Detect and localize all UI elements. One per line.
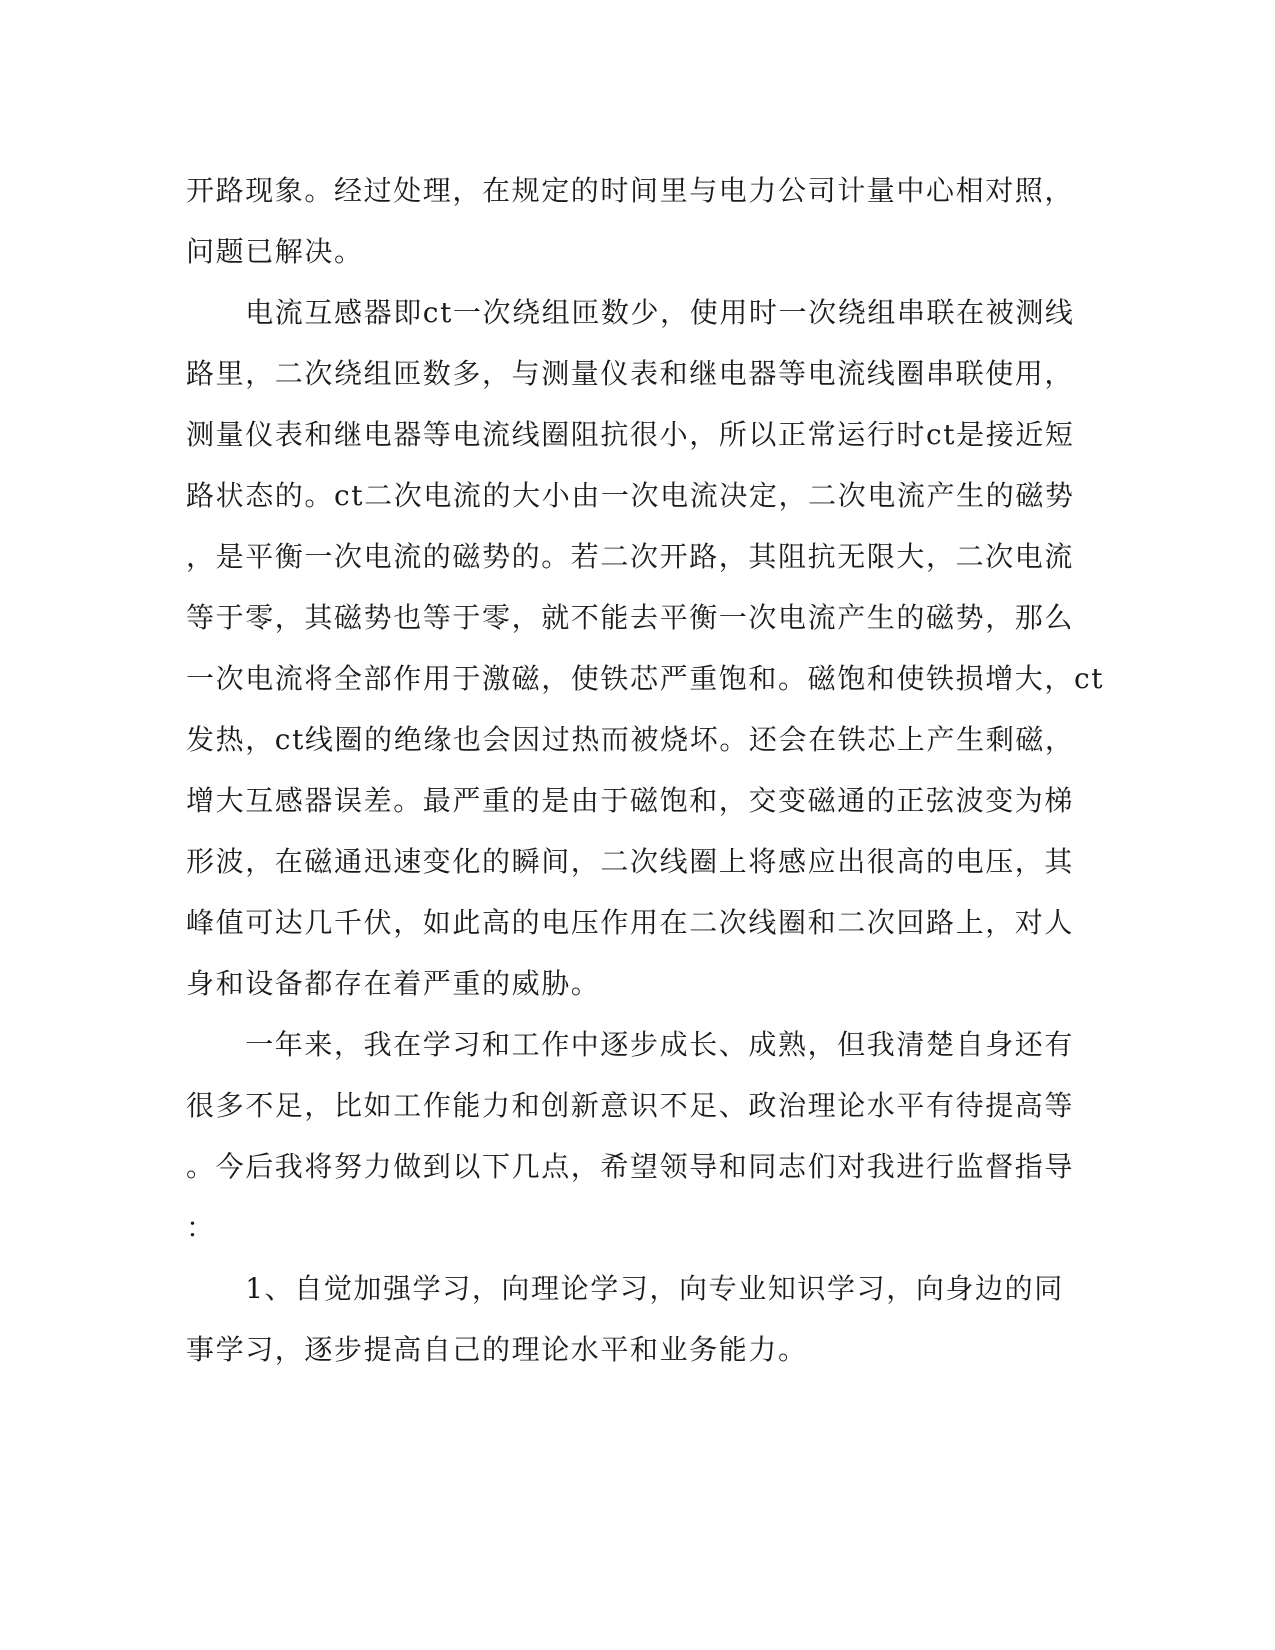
text-line: 一年来，我在学习和工作中逐步成长、成熟，但我清楚自身还有 [186,1028,1075,1061]
text-line: 1、自觉加强学习，向理论学习，向专业知识学习，向身边的同 [186,1272,1064,1305]
text-line: 。今后我将努力做到以下几点，希望领导和同志们对我进行监督指导 [186,1150,1075,1183]
text-line: 问题已解决。 [186,235,364,268]
text-line: 峰值可达几千伏，如此高的电压作用在二次线圈和二次回路上，对人 [186,906,1075,939]
text-line: 一次电流将全部作用于激磁，使铁芯严重饱和。磁饱和使铁损增大，ct [186,662,1105,695]
text-line: 等于零，其磁势也等于零，就不能去平衡一次电流产生的磁势，那么 [186,601,1075,634]
text-line: 事学习，逐步提高自己的理论水平和业务能力。 [186,1333,808,1366]
text-line: 增大互感器误差。最严重的是由于磁饱和，交变磁通的正弦波变为梯 [186,784,1075,817]
text-line: 路状态的。ct二次电流的大小由一次电流决定，二次电流产生的磁势 [186,479,1075,512]
text-line: ： [186,1211,216,1244]
text-line: 电流互感器即ct一次绕组匝数少，使用时一次绕组串联在被测线 [186,296,1075,329]
text-line: 发热，ct线圈的绝缘也会因过热而被烧坏。还会在铁芯上产生剩磁， [186,723,1075,756]
text-line: ，是平衡一次电流的磁势的。若二次开路，其阻抗无限大，二次电流 [186,540,1075,573]
text-line: 形波，在磁通迅速变化的瞬间，二次线圈上将感应出很高的电压，其 [186,845,1075,878]
text-line: 很多不足，比如工作能力和创新意识不足、政治理论水平有待提高等 [186,1089,1075,1122]
text-line: 开路现象。经过处理，在规定的时间里与电力公司计量中心相对照， [186,174,1075,207]
text-line: 身和设备都存在着严重的威胁。 [186,967,601,1000]
text-line: 测量仪表和继电器等电流线圈阻抗很小，所以正常运行时ct是接近短 [186,418,1075,451]
document-body [186,160,1105,1380]
text-line: 路里，二次绕组匝数多，与测量仪表和继电器等电流线圈串联使用， [186,357,1075,390]
